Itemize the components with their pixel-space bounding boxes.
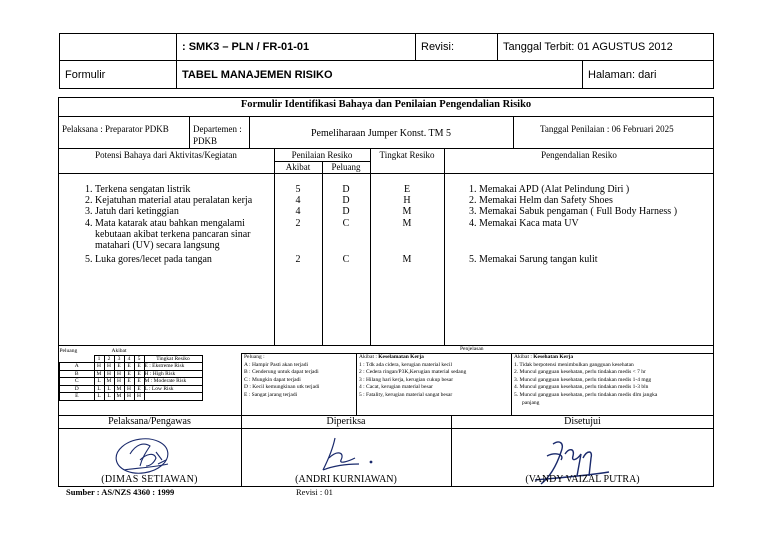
hazard-item: 2. Kejatuhan material atau peralatan kerja xyxy=(95,195,252,206)
header-formulir: Formulir xyxy=(60,61,177,89)
header-title: TABEL MANAJEMEN RISIKO xyxy=(177,61,583,89)
footer-revisi: Revisi : 01 xyxy=(296,487,333,497)
tingkat-value: M xyxy=(402,253,412,265)
matrix-akibat-col: 3 xyxy=(114,355,124,363)
pelaksana-label: Pelaksana : Preparator PDKB xyxy=(62,124,169,134)
sig-disetujui-label: Disetujui xyxy=(564,416,601,427)
control-item: 1. Memakai APD (Alat Pelindung Diri ) xyxy=(479,184,677,195)
tingkat-value: E xyxy=(403,184,411,195)
header-blank-cell xyxy=(60,34,177,61)
akibat-value: 4 xyxy=(295,195,301,207)
peluang-value: C xyxy=(342,217,350,229)
matrix-akibat-col: 4 xyxy=(124,355,134,363)
document-header xyxy=(59,33,714,89)
header-halaman: Halaman: dari xyxy=(583,61,714,89)
departemen-label: Departemen : xyxy=(193,124,242,134)
akibat-value: 2 xyxy=(295,217,301,229)
matrix-akibat-col: 5 xyxy=(134,355,144,363)
penjelasan-title: Penjelasan xyxy=(460,346,484,352)
matrix-row: E L L M H H xyxy=(60,393,203,401)
control-list xyxy=(461,184,677,265)
peluang-column xyxy=(322,184,370,265)
tingkat-value: M xyxy=(402,217,412,229)
penjelasan-kesehatan: Akibat : Kesehatan Kerja 1. Tidak berpotensi menimbulkan gangguan kesehatan 2. Muncul gangguan kesehatan, perlu tindakan medis < 7 hr 3. Muncul gangguan kesehatan, perlu tindakan medis 1-4 mgg 4. Muncul gangguan kesehatan, perlu tindakan medis 1-3 bln 5. Muncul gangguan kesehatan, perlu tindakan medis dlm jangka panjang xyxy=(514,354,658,406)
signature-andri xyxy=(315,436,375,476)
akibat-value: 5 xyxy=(295,184,301,195)
tingkat-value: H xyxy=(403,195,411,207)
departemen-value: PDKB xyxy=(193,136,218,146)
sig-pelaksana-label: Pelaksana/Pengawas xyxy=(108,416,191,427)
penjelasan-peluang: Peluang : A : Hampir Pasti akan terjadi B : Cenderung untuk dapat terjadi C : Mungkin dapat terjadi D : Kecil kemungkinan utk terjadi E : Sangat jarang terjadi xyxy=(244,354,320,398)
sig-disetujui-name: (VANDY VAIZAL PUTRA) xyxy=(525,474,640,485)
peluang-value: C xyxy=(342,253,350,265)
peluang-value: D xyxy=(342,195,350,207)
col-tingkat: Tingkat Resiko xyxy=(379,150,435,160)
penjelasan-keselamatan: Akibat : Keselamatan Kerja 1 : Tdk ada cidera, kerugian material kecil 2 : Cedera ringan/P3K,Kerugian material sedang 3 : Hilang hari kerja, kerugian cukup besar 4 : Cacat, kerugian material besar 5 : Fatality, kerugian material sangat besar xyxy=(359,354,467,398)
pekerjaan-title: Pemeliharaan Jumper Konst. TM 5 xyxy=(310,128,452,139)
sig-pelaksana-name: (DIMAS SETIAWAN) xyxy=(101,474,198,485)
akibat-value: 4 xyxy=(295,206,301,218)
header-tanggal-terbit: Tanggal Terbit: 01 AGUSTUS 2012 xyxy=(498,34,714,61)
matrix-akibat-label: Akibat xyxy=(111,348,127,355)
hazard-item: 1. Terkena sengatan listrik xyxy=(95,184,252,195)
hazard-item: 4. Mata katarak atau bahkan mengalami kebutaan akibat terkena pancaran sinar matahari (UV) secara langsung xyxy=(95,218,252,252)
risk-matrix xyxy=(59,348,203,401)
matrix-peluang-label: Peluang xyxy=(59,348,78,354)
matrix-row: C L M H E E M : Moderate Risk xyxy=(60,378,203,386)
tingkat-value: M xyxy=(402,206,412,218)
peluang-value: D xyxy=(342,184,350,195)
header-code: : SMK3 – PLN / FR-01-01 xyxy=(177,34,416,61)
tingkat-column xyxy=(370,184,444,265)
matrix-akibat-col: 2 xyxy=(104,355,114,363)
control-item: 5. Memakai Sarung tangan kulit xyxy=(479,254,677,265)
matrix-akibat-col: 1 xyxy=(94,355,104,363)
form-title: Formulir Identifikasi Bahaya dan Penilaian Pengendalian Risiko xyxy=(240,99,532,110)
tanggal-penilaian: Tanggal Penilaian : 06 Februari 2025 xyxy=(540,124,674,134)
col-akibat: Akibat xyxy=(285,162,311,172)
col-pengendalian: Pengendalian Resiko xyxy=(541,150,617,160)
peluang-value: D xyxy=(342,206,350,218)
matrix-tingkat-header: Tingkat Resiko xyxy=(144,355,202,363)
header-revisi: Revisi: xyxy=(416,34,498,61)
akibat-value: 2 xyxy=(295,253,301,265)
hazard-list xyxy=(77,184,252,265)
hazard-item: 5. Luka gores/lecet pada tangan xyxy=(95,254,252,265)
control-item: 4. Memakai Kaca mata UV xyxy=(479,218,677,229)
sig-diperiksa-label: Diperiksa xyxy=(326,416,366,427)
akibat-column xyxy=(274,184,322,265)
footer-sumber: Sumber : AS/NZS 4360 : 1999 xyxy=(66,487,175,497)
sig-diperiksa-name: (ANDRI KURNIAWAN) xyxy=(295,474,397,485)
control-item: 3. Memakai Sabuk pengaman ( Full Body Harness ) xyxy=(479,206,677,217)
signature-dimas xyxy=(110,430,185,478)
matrix-row: D L L M H E L : Low Risk xyxy=(60,385,203,393)
col-potensi: Potensi Bahaya dari Aktivitas/Kegiatan xyxy=(95,150,237,160)
col-peluang: Peluang xyxy=(331,162,361,172)
matrix-row: B M H H E E H : High Risk xyxy=(60,370,203,378)
hazard-item: 3. Jatuh dari ketinggian xyxy=(95,206,252,217)
control-item: 2. Memakai Helm dan Safety Shoes xyxy=(479,195,677,206)
col-penilaian: Penilaian Resiko xyxy=(291,150,353,160)
matrix-row: A H H E E E E : Ekstreme Risk xyxy=(60,363,203,371)
